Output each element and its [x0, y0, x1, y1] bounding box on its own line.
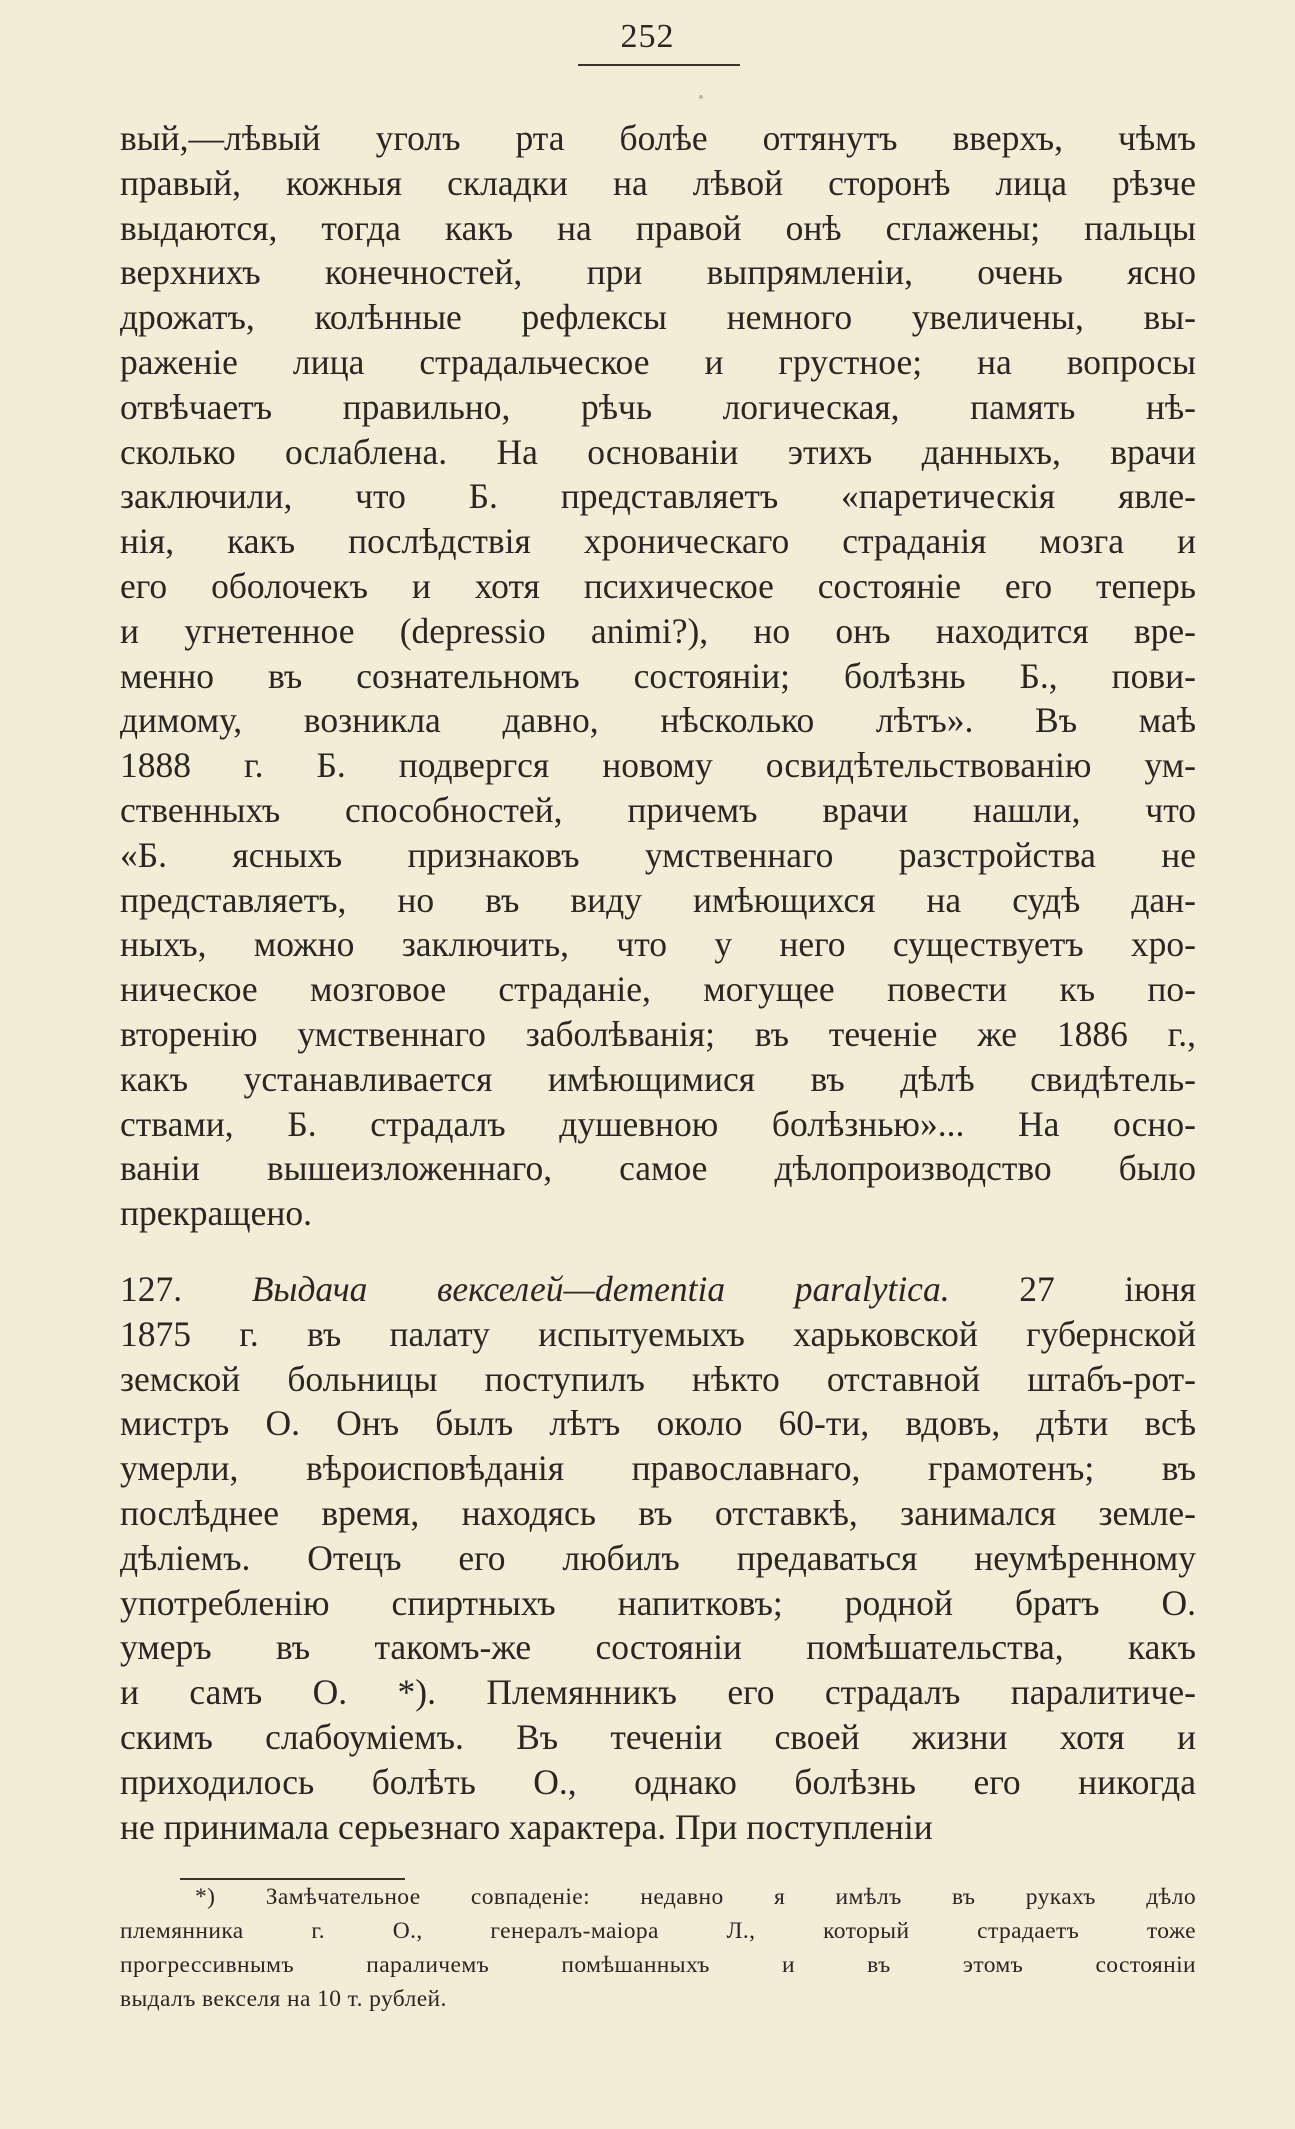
text-line: земской больницы поступилъ нѣкто отставной штабъ-рот- [120, 1358, 1196, 1399]
text-line: выдаются, тогда какъ на правой онѣ сглажены; пальцы [120, 207, 1196, 248]
text-line: 1888 г. Б. подвергся новому освидѣтельствованію ум- [120, 745, 1196, 786]
case-date: 27 іюня [1019, 1269, 1197, 1309]
text-line: умеръ въ такомъ-же состояніи помѣшательства, какъ [120, 1627, 1196, 1668]
text-line: менно въ сознательномъ состояніи; болѣзнь Б., пови- [120, 655, 1196, 696]
case-number: 127. [120, 1269, 183, 1309]
text-line: дѣліемъ. Отецъ его любилъ предаваться неумѣренному [120, 1537, 1196, 1578]
text-line: вторенію умственнаго заболѣванія; въ теченіе же 1886 г., [120, 1013, 1196, 1054]
text-line: заключили, что Б. представляетъ «паретическія явле- [120, 476, 1196, 517]
paragraph-2 [120, 1267, 1196, 1849]
text-line: нія, какъ послѣдствія хроническаго страданія мозга и [120, 521, 1196, 562]
footnote-line: *) Замѣчательное совпаденіе: недавно я имѣлъ въ рукахъ дѣло [195, 1884, 1196, 1910]
header-rule [578, 64, 740, 66]
text-line: и угнетенное (depressio animi?), но онъ находится вре- [120, 610, 1196, 651]
text-line: верхнихъ конечностей, при выпрямленіи, очень ясно [120, 252, 1196, 293]
text-line: дрожатъ, колѣнные рефлексы немного увеличены, вы- [120, 297, 1196, 338]
text-line: послѣднее время, находясь въ отставкѣ, занимался земле- [120, 1492, 1196, 1533]
page-speck [699, 95, 703, 99]
text-line: его оболочекъ и хотя психическое состояніе его теперь [120, 565, 1196, 606]
footnote-line: прогрессивнымъ параличемъ помѣшанныхъ и въ этомъ состояніи [120, 1952, 1196, 1978]
text-line: представляетъ, но въ виду имѣющихся на судѣ дан- [120, 879, 1196, 920]
text-line: 1875 г. въ палату испытуемыхъ харьковской губернской [120, 1313, 1196, 1354]
text-line: прекращено. [120, 1193, 312, 1234]
footnote-line: племянника г. О., генералъ-маіора Л., который страдаетъ тоже [120, 1918, 1196, 1944]
case-title: Выдача векселей—dementia paralytica. [251, 1269, 950, 1309]
footnote [120, 1880, 1196, 2016]
text-line: раженіе лица страдальческое и грустное; на вопросы [120, 341, 1196, 382]
text-line: ническое мозговое страданіе, могущее повести къ по- [120, 969, 1196, 1010]
paragraph-1 [120, 116, 1196, 1236]
text-line: «Б. ясныхъ признаковъ умственнаго разстройства не [120, 834, 1196, 875]
text-line: не принимала серьезнаго характера. При поступленіи [120, 1806, 933, 1847]
text-line: скимъ слабоуміемъ. Въ теченіи своей жизни хотя и [120, 1716, 1196, 1757]
page-number: 252 [620, 18, 675, 55]
text-line: умерли, вѣроисповѣданія православнаго, грамотенъ; въ [120, 1448, 1196, 1489]
text-line: ственныхъ способностей, причемъ врачи нашли, что [120, 789, 1196, 830]
text-line: вый,—лѣвый уголъ рта болѣе оттянутъ вверхъ, чѣмъ [120, 118, 1196, 158]
text-line: димому, возникла давно, нѣсколько лѣтъ». Въ маѣ [120, 700, 1196, 741]
text-line: употребленію спиртныхъ напитковъ; родной братъ О. [120, 1582, 1196, 1623]
paragraph-2-line-1 [120, 1267, 1196, 1312]
text-line: мистръ О. Онъ былъ лѣтъ около 60-ти, вдовъ, дѣти всѣ [120, 1403, 1196, 1444]
text-line: и самъ О. *). Племянникъ его страдалъ паралитиче- [120, 1672, 1196, 1713]
text-line: ствами, Б. страдалъ душевною болѣзнью»... На осно- [120, 1103, 1196, 1144]
text-line: сколько ослаблена. На основаніи этихъ данныхъ, врачи [120, 431, 1196, 472]
footnote-line: выдалъ векселя на 10 т. рублей. [120, 1986, 447, 2012]
text-line: приходилось болѣть О., однако болѣзнь его никогда [120, 1761, 1196, 1802]
text-line: правый, кожныя складки на лѣвой сторонѣ лица рѣзче [120, 162, 1196, 203]
text-line: ваніи вышеизложеннаго, самое дѣлопроизводство было [120, 1148, 1196, 1189]
text-line: какъ устанавливается имѣющимися въ дѣлѣ свидѣтель- [120, 1058, 1196, 1099]
text-line: ныхъ, можно заключить, что у него существуетъ хро- [120, 924, 1196, 965]
text-line: отвѣчаетъ правильно, рѣчь логическая, память нѣ- [120, 386, 1196, 427]
